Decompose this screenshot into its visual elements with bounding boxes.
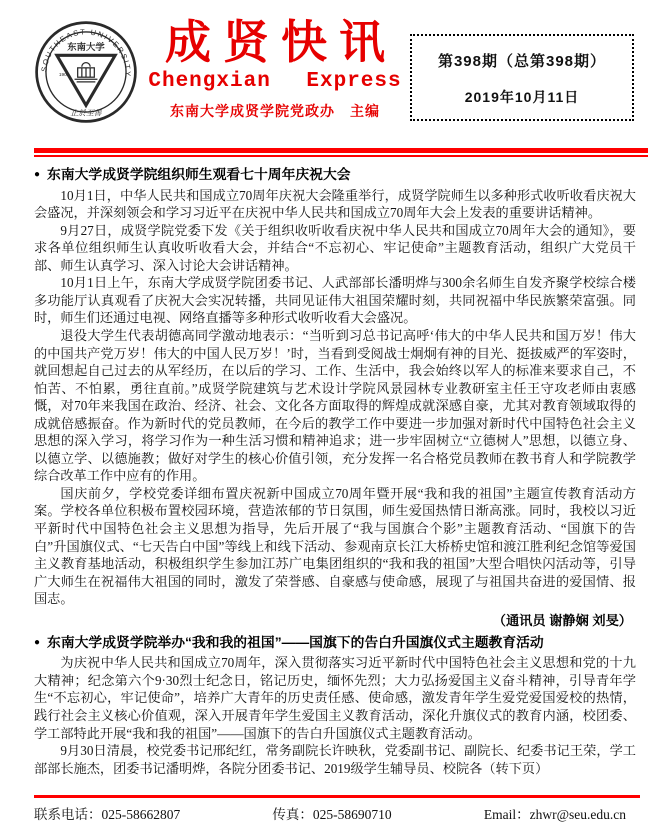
- newsletter-title-cn: 成贤快讯: [165, 17, 397, 68]
- newsletter-title-en: Chengxian Express: [148, 69, 402, 93]
- issue-date: 2019年10月11日: [464, 89, 580, 105]
- article-1-paragraph: 退役大学生代表胡德高同学激动地表示：“当听到习总书记高呼‘伟大的中华人民共和国万岁！伟大的中国共产党万岁！伟大的中国人民万岁！’时，当看到受阅战士炯炯有神的目光、挺拔威严的军姿时，就回想起自己过去的从军经历，在以后的学习、工作、生活中，我会始终以军人的标准来要求自己，不怕苦、不怕累，勇往直前。”成贤学院建筑与艺术设计学院风景园林专业教研室主任王守攻老师由衷感慨，对70年来我国在政治、经济、社会、文化各方面取得的辉煌成就深感自豪，尤其对教育领域取得的成就倍感振奋。作为新时代的党员教师，在今后的教学工作中要进一步加强对新时代中国特色社会主义思想的深入学习，将学习作为一种生活习惯和精神追求；进一步牢固树立“立德树人”思想，以德立身、以德立学、以德施教；做好对学生的核心价值引领，充分发挥一名合格党员教师在教书育人和学院教学综合改革工作中应有的作用。: [34, 328, 636, 484]
- article-1-headline: [34, 166, 636, 185]
- article-1-paragraph: 10月1日，中华人民共和国成立70周年庆祝大会隆重举行，成贤学院师生以多种形式收听收看庆祝大会盛况，并深刻领会和学习习近平在庆祝中华人民共和国成立70周年大会上发表的重要讲话精神。: [34, 187, 636, 221]
- article-2-paragraph: 9月30日清晨，校党委书记邢纪红，常务副院长许映秋，党委副书记、副院长、纪委书记王荣，学工部部长施杰，团委书记潘明烨，各院分团委书记、2019级学生辅导员、校院各（转下页）: [34, 743, 636, 776]
- editor-line: 东南大学成贤学院党政办 主编: [170, 102, 380, 119]
- masthead: [34, 16, 636, 138]
- bullet-icon: ●: [34, 636, 41, 648]
- bullet-icon: ●: [34, 169, 41, 180]
- article-2-headline-text: 东南大学成贤学院举办“我和我的祖国”——国旗下的告白升国旗仪式主题教育活动: [47, 634, 544, 650]
- contact-footer: [34, 801, 636, 825]
- article-flag-ceremony: [34, 634, 636, 777]
- article-1-paragraph: 国庆前夕，学校党委详细布置庆祝新中国成立70周年暨开展“我和我的祖国”主题宣传教育活动方案。学校各单位积极布置校园环境，营造浓郁的节日氛围，师生爱国热情日渐高涨。同时，我校以习近平新时代中国特色社会主义思想为指导，先后开展了“我与国旗合个影”主题教育活动、“国旗下的告白”升国旗仪式、“七天告白中国”等线上和线下活动、参观南京长江大桥桥史馆和渡江胜利纪念馆等爱国主义教育基地活动，积极组织学生参加江苏广电集团组织的“我和我的祖国”大型合唱快闪活动等，引导广大师生在祝福伟大祖国的同时，激发了荣誉感、自豪感与使命感，展现了与祖国共奋进的爱国情、报国志。: [34, 485, 636, 607]
- article-1-paragraph: 9月27日，成贤学院党委下发《关于组织收听收看庆祝中华人民共和国成立70周年大会的通知》，要求各单位组织师生认真收听收看大会，并结合“不忘初心、牢记使命”主题教育活动，组织广大党员干部、师生认真学习、深入讨论大会讲话精神。: [34, 222, 636, 273]
- footer-divider: [34, 795, 640, 798]
- seal-year: 1902: [58, 73, 70, 79]
- seal-motto: 止於至善: [70, 108, 102, 118]
- contact-fax: 传真：025-58690710: [272, 807, 392, 822]
- article-1-byline: （通讯员 谢静娴 刘旻）: [492, 612, 632, 628]
- article-2-paragraph: 为庆祝中华人民共和国成立70周年，深入贯彻落实习近平新时代中国特色社会主义思想和党的十九大精神；纪念第六个9·30烈士纪念日，铭记历史，缅怀先烈；大力弘扬爱国主义奋斗精神，引导青年学生“不忘初心，牢记使命”，培养广大青年的历史责任感、使命感，激发青年学生爱党爱国爱校的热情，践行社会主义核心价值观，深入开展青年学生爱国主义教育活动，深化升旗仪式的教育内涵，校团委、学工部特此开展“我和我的祖国”——国旗下的告白升国旗仪式主题教育活动。: [34, 655, 636, 741]
- contact-email: Email：zhwr@seu.edu.cn: [483, 807, 626, 822]
- article-celebration-broadcast: [34, 166, 636, 629]
- seal-ring-text: SOUTHEAST UNIVERSITY: [39, 27, 133, 78]
- issue-box: [410, 34, 634, 121]
- article-1-headline-text: 东南大学成贤学院组织师生观看七十周年庆祝大会: [47, 167, 351, 182]
- seu-logo: [34, 16, 140, 124]
- articles-area: [34, 161, 636, 793]
- seu-seal-icon: [34, 20, 138, 124]
- article-2-headline: [34, 634, 636, 653]
- contact-phone: 联系电话：025-58662807: [34, 807, 181, 822]
- issue-number: 第398期（总第398期）: [437, 53, 607, 70]
- article-1-paragraph: 10月1日上午，东南大学成贤学院团委书记、人武部部长潘明烨与300余名师生自发齐聚学校综合楼多功能厅认真观看了庆祝大会实况转播，共同见证伟大祖国荣耀时刻，共同祝福中华民族繁荣富强。同时，师生们还通过电视、网络直播等多种形式收听收看大会盛况。: [34, 275, 636, 326]
- title-block: [146, 16, 404, 121]
- header-divider: [34, 148, 648, 157]
- seal-university-name: 东南大学: [67, 42, 105, 53]
- seal-pavilion-icon: [75, 63, 98, 82]
